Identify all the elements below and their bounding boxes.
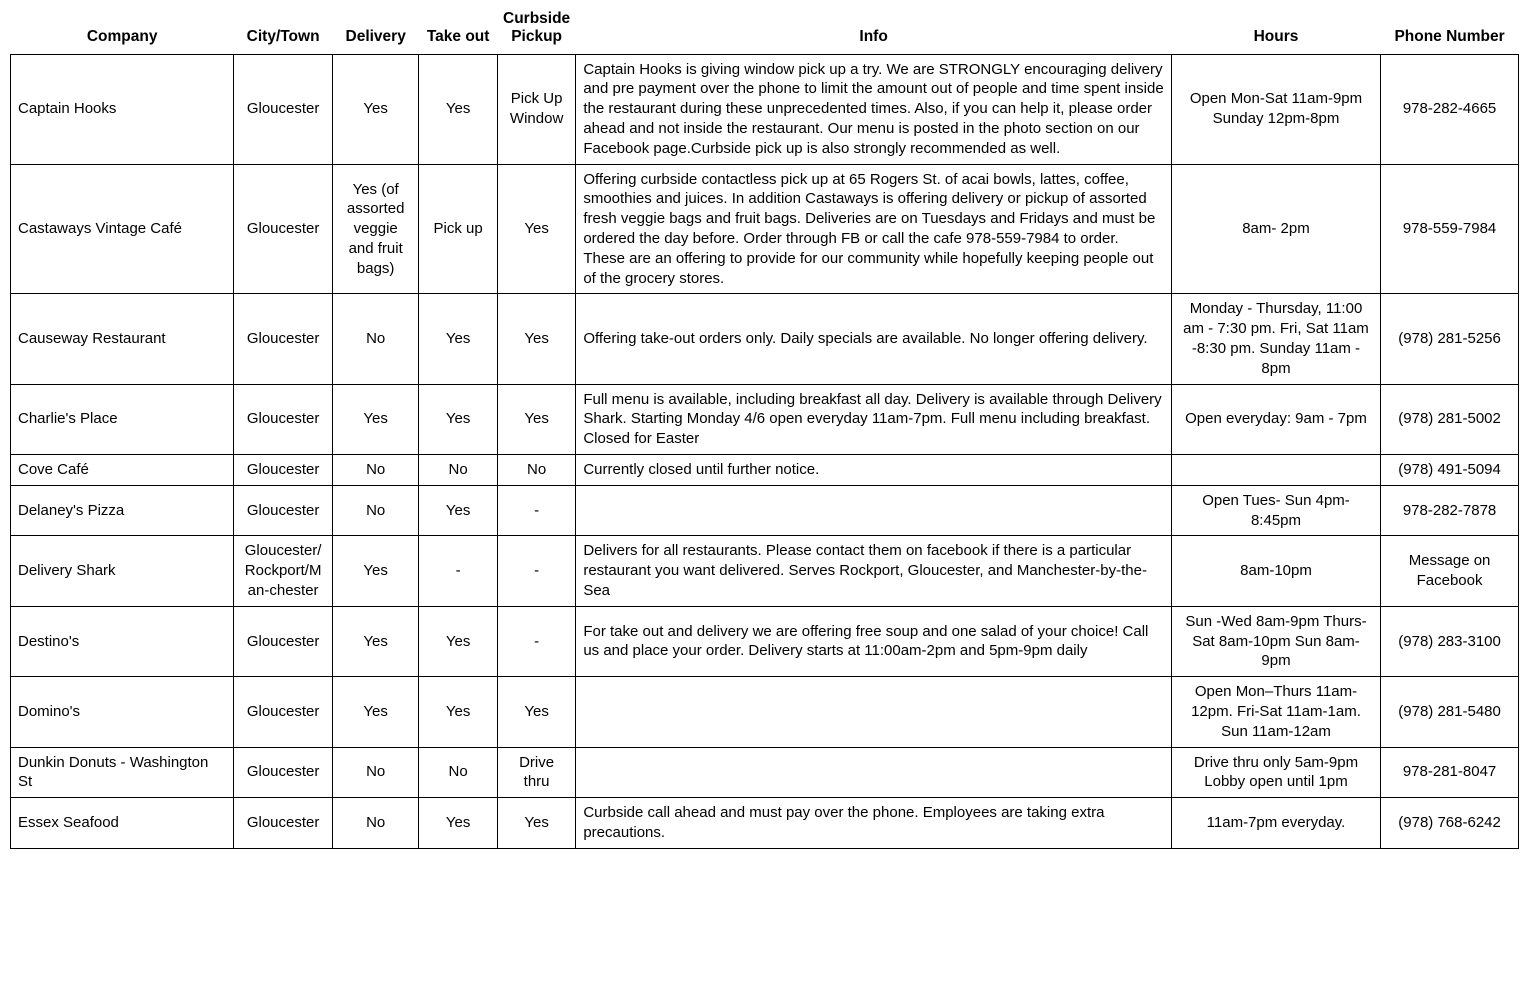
- cell-info: Delivers for all restaurants. Please contact them on facebook if there is a particular restaurant you want delivered. Serves Rockport, Gloucester, and Manchester-by-the-Sea: [576, 536, 1172, 606]
- table-row: [11, 536, 1519, 606]
- table-header: [11, 6, 1519, 54]
- cell-takeout: Yes: [419, 677, 497, 747]
- cell-phone: 978-282-7878: [1381, 485, 1519, 536]
- cell-company: Charlie's Place: [11, 384, 234, 454]
- cell-info: [576, 677, 1172, 747]
- column-header-delivery: Delivery: [345, 27, 406, 45]
- cell-city: Gloucester: [234, 164, 333, 294]
- cell-curbside: Drive thru: [497, 747, 575, 798]
- table-row: [11, 677, 1519, 747]
- cell-takeout: No: [419, 747, 497, 798]
- cell-takeout: Yes: [419, 294, 497, 384]
- table-row: [11, 164, 1519, 294]
- column-header-hours: Hours: [1253, 27, 1299, 45]
- table-row: [11, 54, 1519, 164]
- cell-delivery: No: [332, 747, 419, 798]
- table-body: [11, 54, 1519, 848]
- cell-takeout: Yes: [419, 54, 497, 164]
- cell-takeout: Yes: [419, 485, 497, 536]
- cell-phone: (978) 281-5480: [1381, 677, 1519, 747]
- cell-hours: Open everyday: 9am - 7pm: [1171, 384, 1380, 454]
- cell-city: Gloucester: [234, 294, 333, 384]
- column-header-phone: Phone Number: [1394, 27, 1505, 45]
- cell-hours: Open Tues- Sun 4pm-8:45pm: [1171, 485, 1380, 536]
- cell-phone: (978) 491-5094: [1381, 454, 1519, 485]
- cell-phone: Message on Facebook: [1381, 536, 1519, 606]
- cell-city: Gloucester: [234, 485, 333, 536]
- cell-delivery: No: [332, 485, 419, 536]
- table-header-row: [11, 6, 1519, 54]
- cell-delivery: Yes: [332, 536, 419, 606]
- cell-city: Gloucester: [234, 384, 333, 454]
- cell-hours: 11am-7pm everyday.: [1171, 798, 1380, 849]
- cell-curbside: Yes: [497, 164, 575, 294]
- table-row: [11, 485, 1519, 536]
- cell-takeout: Pick up: [419, 164, 497, 294]
- cell-company: Captain Hooks: [11, 54, 234, 164]
- cell-info: Offering take-out orders only. Daily specials are available. No longer offering delivery.: [576, 294, 1172, 384]
- cell-delivery: Yes: [332, 677, 419, 747]
- cell-takeout: -: [419, 536, 497, 606]
- cell-delivery: No: [332, 294, 419, 384]
- column-header-takeout: Take out: [426, 27, 490, 45]
- cell-curbside: -: [497, 485, 575, 536]
- cell-curbside: -: [497, 536, 575, 606]
- cell-city: Gloucester/Rockport/Man-chester: [234, 536, 333, 606]
- cell-city: Gloucester: [234, 677, 333, 747]
- cell-info: Curbside call ahead and must pay over the phone. Employees are taking extra precautions.: [576, 798, 1172, 849]
- cell-phone: (978) 768-6242: [1381, 798, 1519, 849]
- cell-info: Offering curbside contactless pick up at 65 Rogers St. of acai bowls, lattes, coffee, smoothies and juices. In addition Castaways is offering delivery or pickup of assorted fresh veggie bags and fruit bags. Deliveries are on Tuesdays and Fridays and must be ordered the day before. Order through FB or call the cafe 978-559-7984 to order. These are an offering to provide for our community while hopefully keeping people out of the grocery stores.: [576, 164, 1172, 294]
- cell-info: [576, 485, 1172, 536]
- column-header-company: Company: [86, 27, 158, 45]
- cell-delivery: Yes (of assorted veggie and fruit bags): [332, 164, 419, 294]
- cell-delivery: Yes: [332, 54, 419, 164]
- cell-company: Domino's: [11, 677, 234, 747]
- cell-company: Delivery Shark: [11, 536, 234, 606]
- cell-takeout: Yes: [419, 384, 497, 454]
- cell-curbside: Pick Up Window: [497, 54, 575, 164]
- cell-curbside: Yes: [497, 294, 575, 384]
- cell-city: Gloucester: [234, 454, 333, 485]
- cell-takeout: Yes: [419, 798, 497, 849]
- cell-phone: 978-282-4665: [1381, 54, 1519, 164]
- cell-company: Dunkin Donuts - Washington St: [11, 747, 234, 798]
- cell-company: Castaways Vintage Café: [11, 164, 234, 294]
- cell-hours: 8am-10pm: [1171, 536, 1380, 606]
- cell-phone: 978-559-7984: [1381, 164, 1519, 294]
- cell-city: Gloucester: [234, 798, 333, 849]
- cell-delivery: No: [332, 798, 419, 849]
- cell-company: Cove Café: [11, 454, 234, 485]
- cell-company: Destino's: [11, 606, 234, 676]
- cell-info: Currently closed until further notice.: [576, 454, 1172, 485]
- cell-delivery: No: [332, 454, 419, 485]
- table-row: [11, 294, 1519, 384]
- cell-curbside: Yes: [497, 677, 575, 747]
- table-row: [11, 454, 1519, 485]
- cell-city: Gloucester: [234, 606, 333, 676]
- table-row: [11, 747, 1519, 798]
- cell-city: Gloucester: [234, 54, 333, 164]
- column-header-info: Info: [859, 27, 888, 45]
- cell-phone: (978) 281-5256: [1381, 294, 1519, 384]
- cell-hours: 8am- 2pm: [1171, 164, 1380, 294]
- cell-hours: [1171, 454, 1380, 485]
- cell-city: Gloucester: [234, 747, 333, 798]
- cell-curbside: Yes: [497, 384, 575, 454]
- column-header-city: City/Town: [246, 27, 320, 45]
- cell-hours: Sun -Wed 8am-9pm Thurs- Sat 8am-10pm Sun 8am-9pm: [1171, 606, 1380, 676]
- cell-delivery: Yes: [332, 606, 419, 676]
- cell-hours: Drive thru only 5am-9pm Lobby open until 1pm: [1171, 747, 1380, 798]
- cell-info: Captain Hooks is giving window pick up a try. We are STRONGLY encouraging delivery and pre payment over the phone to limit the amount out of people and time spent inside the restaurant during these unprecedented times. Also, if you can help it, please order ahead and not inside the restaurant. Our menu is posted in the photo section on our Facebook page.Curbside pick up is also strongly recommended as well.: [576, 54, 1172, 164]
- cell-info: [576, 747, 1172, 798]
- cell-company: Delaney's Pizza: [11, 485, 234, 536]
- cell-info: Full menu is available, including breakfast all day. Delivery is available through Delivery Shark. Starting Monday 4/6 open everyday 11am-7pm. Full menu including breakfast. Closed for Easter: [576, 384, 1172, 454]
- cell-takeout: Yes: [419, 606, 497, 676]
- cell-hours: Monday - Thursday, 11:00 am - 7:30 pm. Fri, Sat 11am -8:30 pm. Sunday 11am - 8pm: [1171, 294, 1380, 384]
- cell-info: For take out and delivery we are offering free soup and one salad of your choice! Call us and place your order. Delivery starts at 11:00am-2pm and 5pm-9pm daily: [576, 606, 1172, 676]
- column-header-curbside: Curbside Pickup: [503, 10, 571, 45]
- cell-delivery: Yes: [332, 384, 419, 454]
- cell-curbside: No: [497, 454, 575, 485]
- cell-phone: (978) 283-3100: [1381, 606, 1519, 676]
- cell-hours: Open Mon-Sat 11am-9pm Sunday 12pm-8pm: [1171, 54, 1380, 164]
- restaurant-listing-table: [10, 6, 1519, 849]
- cell-curbside: -: [497, 606, 575, 676]
- cell-takeout: No: [419, 454, 497, 485]
- table-row: [11, 384, 1519, 454]
- cell-phone: (978) 281-5002: [1381, 384, 1519, 454]
- cell-phone: 978-281-8047: [1381, 747, 1519, 798]
- cell-curbside: Yes: [497, 798, 575, 849]
- cell-hours: Open Mon–Thurs 11am-12pm. Fri-Sat 11am-1am. Sun 11am-12am: [1171, 677, 1380, 747]
- cell-company: Causeway Restaurant: [11, 294, 234, 384]
- table-row: [11, 606, 1519, 676]
- cell-company: Essex Seafood: [11, 798, 234, 849]
- table-row: [11, 798, 1519, 849]
